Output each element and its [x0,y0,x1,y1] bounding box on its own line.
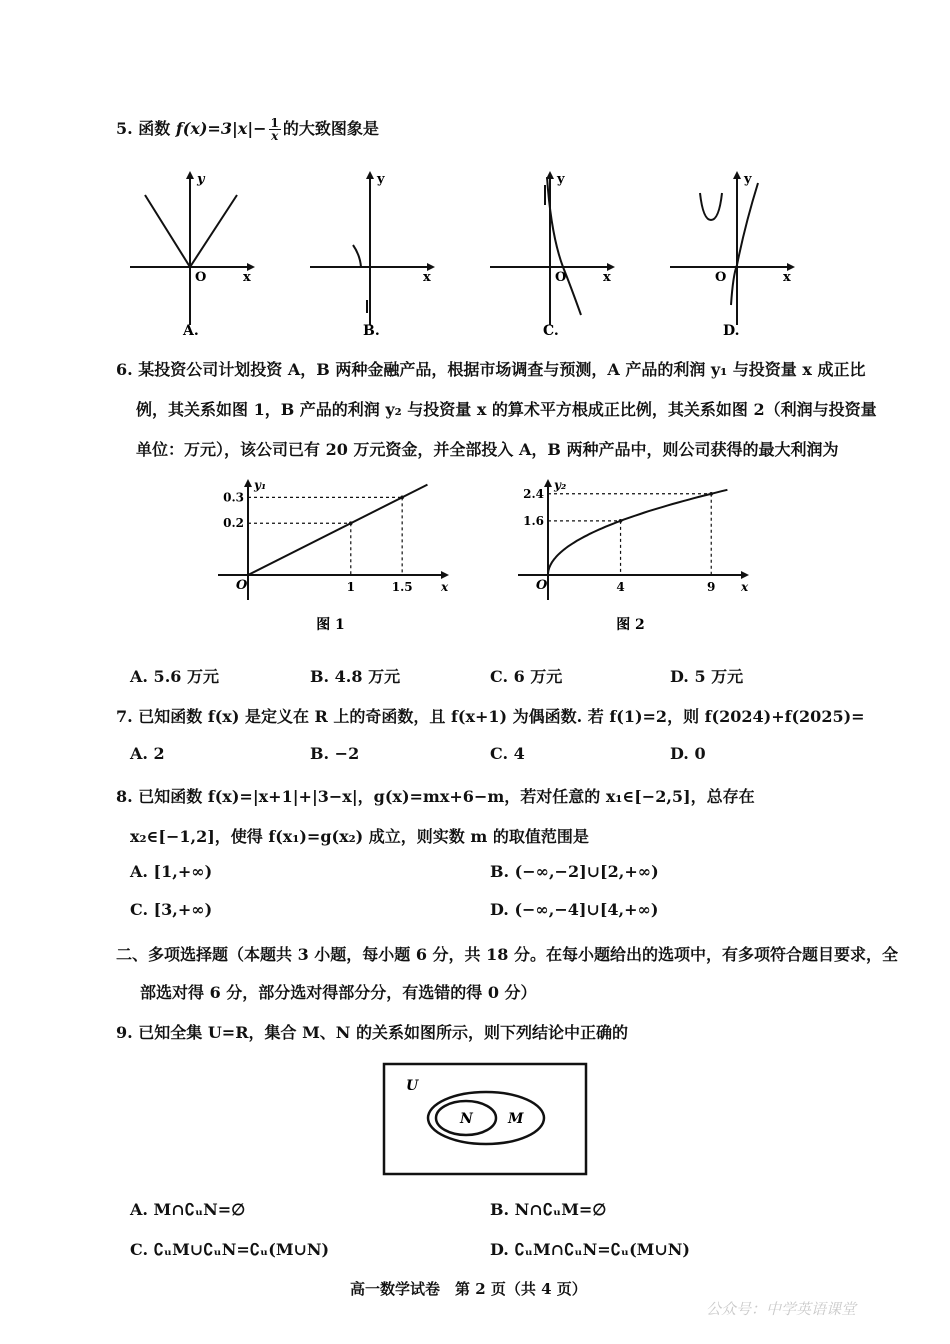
q5-stem [116,116,379,142]
fig1-point-2 [400,496,404,500]
q9-option-a[interactable]: A. M∩∁ᵤN=∅ [130,1200,246,1219]
q5-graph-a [125,165,265,340]
q5a-origin: O [195,270,207,285]
fig1-x-arrow [441,571,449,579]
q5d-axis-x: x [783,270,791,285]
q6-fig1-chart [210,475,460,645]
q5c-origin: O [555,270,567,285]
fig2-origin: O [536,578,548,593]
q9-option-c[interactable]: C. ∁ᵤM∪∁ᵤN=∁ᵤ(M∪N) [130,1240,330,1259]
q5-label-d: D. [723,323,740,339]
q7-option-a[interactable]: A. 2 [130,744,165,763]
q9-option-d[interactable]: D. ∁ᵤM∩∁ᵤN=∁ᵤ(M∪N) [490,1240,690,1259]
fig2-point-2 [709,492,713,496]
q5d-axis-y: y [744,172,752,187]
fig1-point-1 [349,521,353,525]
q9-venn-diagram [382,1062,588,1176]
q5-graph-b [305,165,445,340]
q8-option-c[interactable]: C. [3,+∞) [130,900,213,919]
fig1-ylabel: y₁ [254,478,267,492]
fig2-caption: 图 2 [616,617,645,633]
venn-label-u: U [406,1078,419,1094]
venn-label-n: N [460,1111,473,1127]
fig2-ytick-1: 1.6 [523,513,544,528]
q6-line1: 6. 某投资公司计划投资 A，B 两种金融产品，根据市场调查与预测，A 产品的利润 y₁ 与投资量 x 成正比 [116,360,866,379]
q5b-axis-x: x [423,270,431,285]
q7-option-c[interactable]: C. 4 [490,744,525,763]
q5a-axis-x: x [243,270,251,285]
venn-set-m [428,1092,544,1144]
q5-frac-num: 1 [270,116,279,130]
q5d-origin: O [715,270,727,285]
q5a-axis-y: y [197,172,205,187]
q5-func: f(x)=3|x|− [175,119,267,138]
q5c-axis-y: y [557,172,565,187]
q6-option-c[interactable]: C. 6 万元 [490,667,563,686]
fig2-xlabel: x [741,580,749,594]
q9-stem: 9. 已知全集 U=R，集合 M、N 的关系如图所示，则下列结论中正确的 [116,1023,628,1042]
q5-label-b: B. [363,323,380,339]
page-footer: 高一数学试卷 第 2 页（共 4 页） [350,1280,587,1298]
fig1-ytick-1: 0.2 [223,516,244,531]
q8-option-a[interactable]: A. [1,+∞) [130,862,213,881]
fig1-origin: O [236,578,248,593]
q6-line2: 例，其关系如图 1，B 产品的利润 y₂ 与投资量 x 的算术平方根成正比例，其关系如图 2（利润与投资量 [136,400,877,419]
watermark: 公众号：中学英语课堂 [706,1300,857,1318]
q8-option-d[interactable]: D. (−∞,−4]∪[4,+∞) [490,900,659,919]
q7-option-b[interactable]: B. −2 [310,744,360,763]
section2-note: 部选对得 6 分，部分选对得部分分，有选错的得 0 分） [140,983,537,1002]
q8-line1: 8. 已知函数 f(x)=|x+1|+|3−x|，g(x)=mx+6−m，若对任意的 x₁∈[−2,5]，总存在 [116,787,755,806]
q5-prefix: 5. 函数 [116,119,176,138]
fig1-xtick-1: 1.5 [391,580,413,594]
fig2-ylabel: y₂ [554,478,567,492]
q5-suffix: 的大致图象是 [282,119,379,138]
fig1-caption: 图 1 [316,617,345,633]
q5-label-a: A. [183,323,199,339]
venn-label-m: M [508,1111,524,1127]
section2-heading: 二、多项选择题（本题共 3 小题，每小题 6 分，共 18 分。在每小题给出的选项中，有多项符合题目要求，全 [116,945,898,964]
fig2-series-curve [548,490,727,575]
q5-label-c: C. [543,323,559,339]
fig2-y-arrow [544,479,552,487]
fig2-point-1 [619,519,623,523]
q6-option-b[interactable]: B. 4.8 万元 [310,667,401,686]
fig2-xtick-0: 4 [616,580,625,594]
q6-line3: 单位：万元），该公司已有 20 万元资金，并全部投入 A，B 两种产品中，则公司获得的最大利润为 [136,440,839,459]
q5-frac-den: x [271,129,279,143]
q5-graph-d [665,165,805,340]
q8-line2: x₂∈[−1,2]，使得 f(x₁)=g(x₂) 成立，则实数 m 的取值范围是 [130,827,589,846]
q5-graph-c [485,165,625,340]
q5b-axis-y: y [377,172,385,187]
fig2-x-arrow [741,571,749,579]
fig2-xtick-1: 9 [707,580,716,594]
q5-fraction [269,117,281,142]
fig1-ytick-0: 0.3 [223,490,244,505]
fig1-xtick-0: 1 [346,580,355,594]
q6-option-a[interactable]: A. 5.6 万元 [130,667,219,686]
q7-option-d[interactable]: D. 0 [670,744,706,763]
q6-fig2-chart [510,475,760,645]
fig1-y-arrow [244,479,252,487]
q9-option-b[interactable]: B. N∩∁ᵤM=∅ [490,1200,607,1219]
fig1-xlabel: x [441,580,449,594]
fig1-series-line [248,485,427,575]
q5c-axis-x: x [603,270,611,285]
fig2-ytick-0: 2.4 [523,486,544,501]
q6-option-d[interactable]: D. 5 万元 [670,667,744,686]
q8-option-b[interactable]: B. (−∞,−2]∪[2,+∞) [490,862,659,881]
q7-stem: 7. 已知函数 f(x) 是定义在 R 上的奇函数，且 f(x+1) 为偶函数. 若 f(1)=2，则 f(2024)+f(2025)= [116,707,865,726]
